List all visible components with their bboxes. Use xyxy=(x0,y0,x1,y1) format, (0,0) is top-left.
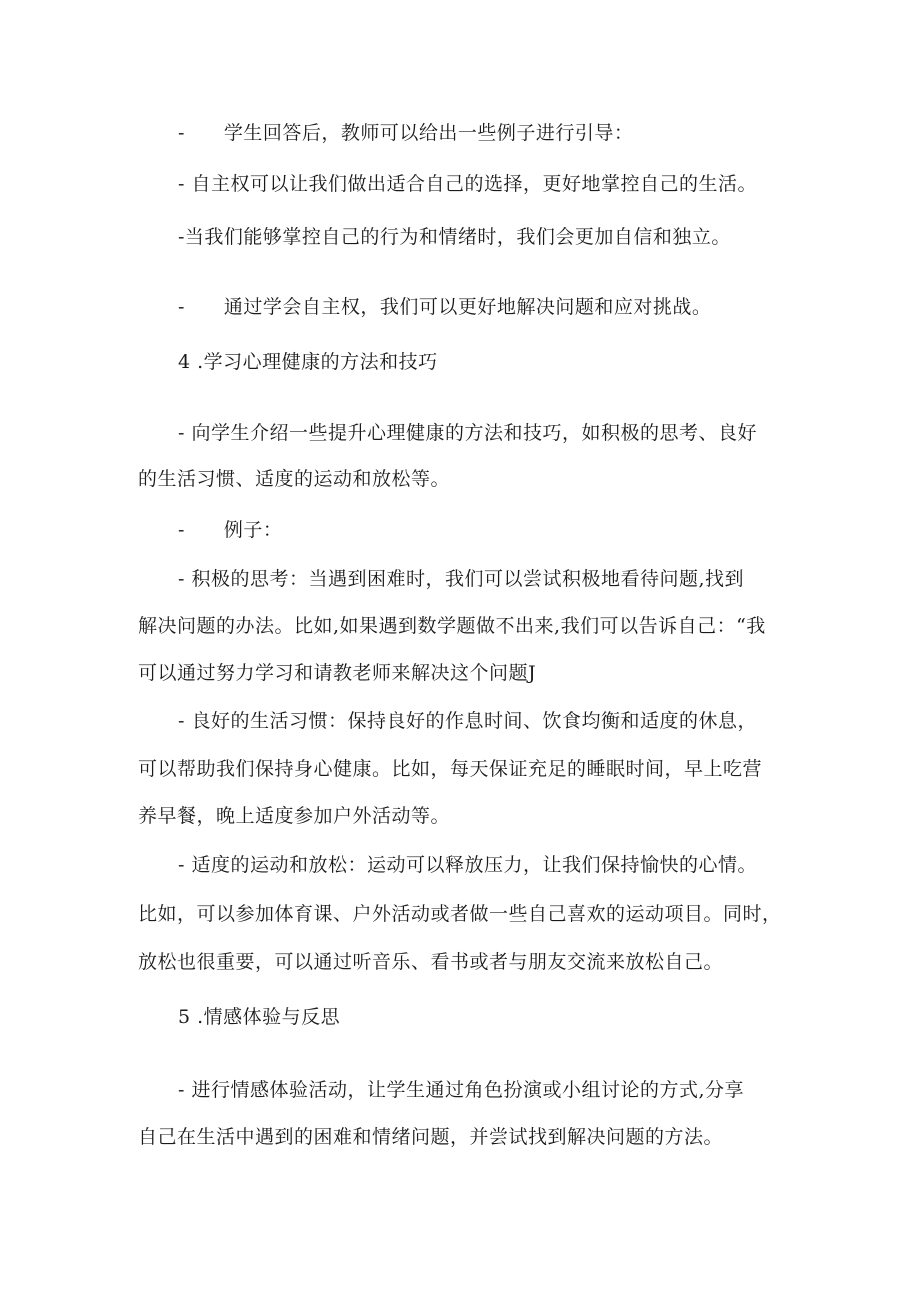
paragraph-line: 自己在生活中遇到的困难和情绪问题，并尝试找到解决问题的方法。 xyxy=(138,1126,724,1148)
bullet-line: - 向学生介绍一些提升心理健康的方法和技巧，如积极的思考、良好 xyxy=(178,422,757,444)
paragraph-line: 可以通过努力学习和请教老师来解决这个问题J xyxy=(138,662,537,684)
paragraph-line: 比如，可以参加体育课、户外活动或者做一些自己喜欢的运动项目。同时， xyxy=(138,903,782,925)
bullet-line: -当我们能够掌控自己的行为和情绪时，我们会更加自信和独立。 xyxy=(178,226,731,248)
paragraph-line: 的生活习惯、适度的运动和放松等。 xyxy=(138,468,451,490)
bullet-line: - 进行情感体验活动，让学生通过角色扮演或小组讨论的方式,分享 xyxy=(178,1079,745,1101)
paragraph-line: 养早餐，晚上适度参加户外活动等。 xyxy=(138,805,451,827)
section-heading: 5 .情感体验与反思 xyxy=(178,1006,341,1028)
paragraph-line: 可以帮助我们保持身心健康。比如，每天保证充足的睡眠时间，早上吃营 xyxy=(138,758,763,780)
bullet-line: - 例子： xyxy=(178,519,283,541)
bullet-line: - 自主权可以让我们做出适合自己的选择，更好地掌控自己的生活。 xyxy=(178,173,757,195)
paragraph-line: 放松也很重要，可以通过听音乐、看书或者与朋友交流来放松自己。 xyxy=(138,951,724,973)
paragraph-line: 解决问题的办法。比如,如果遇到数学题做不出来,我们可以告诉自己：“我 xyxy=(138,615,766,637)
bullet-line: - 适度的运动和放松：运动可以释放压力，让我们保持愉快的心情。 xyxy=(178,854,757,876)
section-heading: 4 .学习心理健康的方法和技巧 xyxy=(178,351,438,373)
bullet-line: - 通过学会自主权，我们可以更好地解决问题和应对挑战。 xyxy=(178,296,712,318)
bullet-line: - 良好的生活习惯：保持良好的作息时间、饮食均衡和适度的休息， xyxy=(178,710,757,732)
bullet-line: - 积极的思考：当遇到困难时，我们可以尝试积极地看待问题,找到 xyxy=(178,568,745,590)
bullet-line: - 学生回答后，教师可以给出一些例子进行引导： xyxy=(178,122,634,144)
